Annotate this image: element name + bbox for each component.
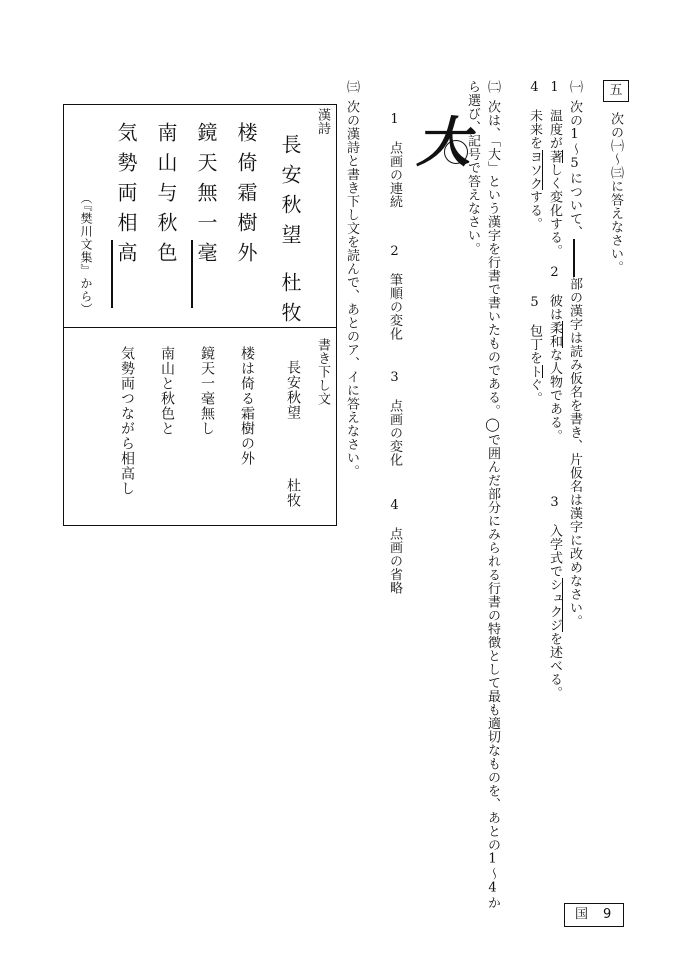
kakikudashi-label: 書き下し文 (315, 338, 330, 406)
q1-underline-sample (573, 239, 575, 277)
calligraphy-image (416, 112, 476, 174)
q1-stem-before: 次の1〜5について、 (567, 100, 582, 239)
kakikudashi-line-2: 鏡天一毫無し (199, 346, 215, 436)
kanshi-title: 長安秋望 (278, 134, 302, 254)
page-number: 9 (603, 907, 612, 922)
q1-item-num: 5 (527, 295, 542, 311)
kanshi-line-2: 鏡天無一毫 (194, 122, 218, 272)
kakikudashi-line-3: 南山と秋色と (159, 346, 175, 436)
kanshi-source: （『樊川文集』から） (79, 192, 93, 316)
q1-item-target: 柔和 (547, 321, 562, 348)
calligraphy-character: 大 (416, 110, 470, 174)
q2-choice-1: 1 点画の連続 (387, 112, 402, 209)
q3-stem: 次の漢詩と書き下し文を読んで、あとのア、イに答えなさい。 (344, 100, 359, 478)
section-number: 五 (609, 83, 623, 98)
kanshi-author: 杜牧 (278, 272, 302, 332)
q2-marker: ㈡ (485, 80, 500, 94)
q1-item-2: 2 彼は柔和な人物である。 (547, 265, 562, 443)
q1-item-target: シュクジ (547, 578, 562, 632)
kanshi-line-3: 南山与秋色 (154, 122, 178, 272)
subject-label: 国 (575, 907, 589, 922)
q1-item-5: 5 包丁をトぐ。 (527, 295, 542, 405)
q2-choice-3: 3 点画の変化 (387, 370, 402, 467)
q3-marker: ㈢ (344, 80, 359, 94)
q1-item-target: ト (527, 364, 542, 378)
calligraphy-highlight-circle (444, 140, 468, 164)
q1-item-1: 1 温度が著しく変化する。 (547, 80, 562, 258)
q1-item-target: 著 (547, 149, 562, 163)
q1-marker: ㈠ (567, 80, 582, 94)
section-number-box (603, 80, 629, 102)
rhyme-bar-1 (191, 240, 193, 308)
rhyme-bar-2 (111, 240, 113, 308)
q1-item-num: 2 (547, 265, 562, 281)
section-instruction: 次の㈠〜㈢に答えなさい。 (608, 112, 623, 274)
q1-item-num: 4 (527, 80, 542, 96)
q1-item-num: 1 (547, 80, 562, 96)
kanshi-line-4: 気勢両相高 (114, 122, 138, 272)
q2-stem-line1: 次は、「大」という漢字を行書で書いたものである。◯で囲んだ部分にみられる行書の特徴として最も適切なものを、あとの1〜4か (485, 100, 500, 910)
page-number-box (564, 903, 624, 927)
q2-choice-2: 2 筆順の変化 (387, 244, 402, 341)
q2-choice-4: 4 点画の省略 (387, 498, 402, 595)
q1-item-target: ヨソク (527, 149, 542, 190)
kakikudashi-title: 長安秋望 (285, 360, 301, 420)
q1-stem-after: 部の漢字は読み仮名を書き、片仮名は漢字に改めなさい。 (567, 277, 582, 628)
q1-item-3: 3 入学式でシュクジを述べる。 (547, 495, 562, 700)
q1-item-num: 3 (547, 495, 562, 511)
q1-stem (568, 100, 581, 628)
kakikudashi-line-1: 楼は倚る霜樹の外 (239, 346, 255, 466)
q2-stem-line2: ら選び、記号で答えなさい。 (465, 80, 480, 256)
kakikudashi-line-4: 気勢両つながら相高し (119, 346, 135, 496)
kanshi-line-1: 楼倚霜樹外 (234, 122, 258, 272)
kanshi-label: 漢詩 (315, 108, 330, 135)
kakikudashi-author: 杜牧 (285, 478, 301, 508)
q1-item-4: 4 未来をヨソクする。 (527, 80, 542, 231)
